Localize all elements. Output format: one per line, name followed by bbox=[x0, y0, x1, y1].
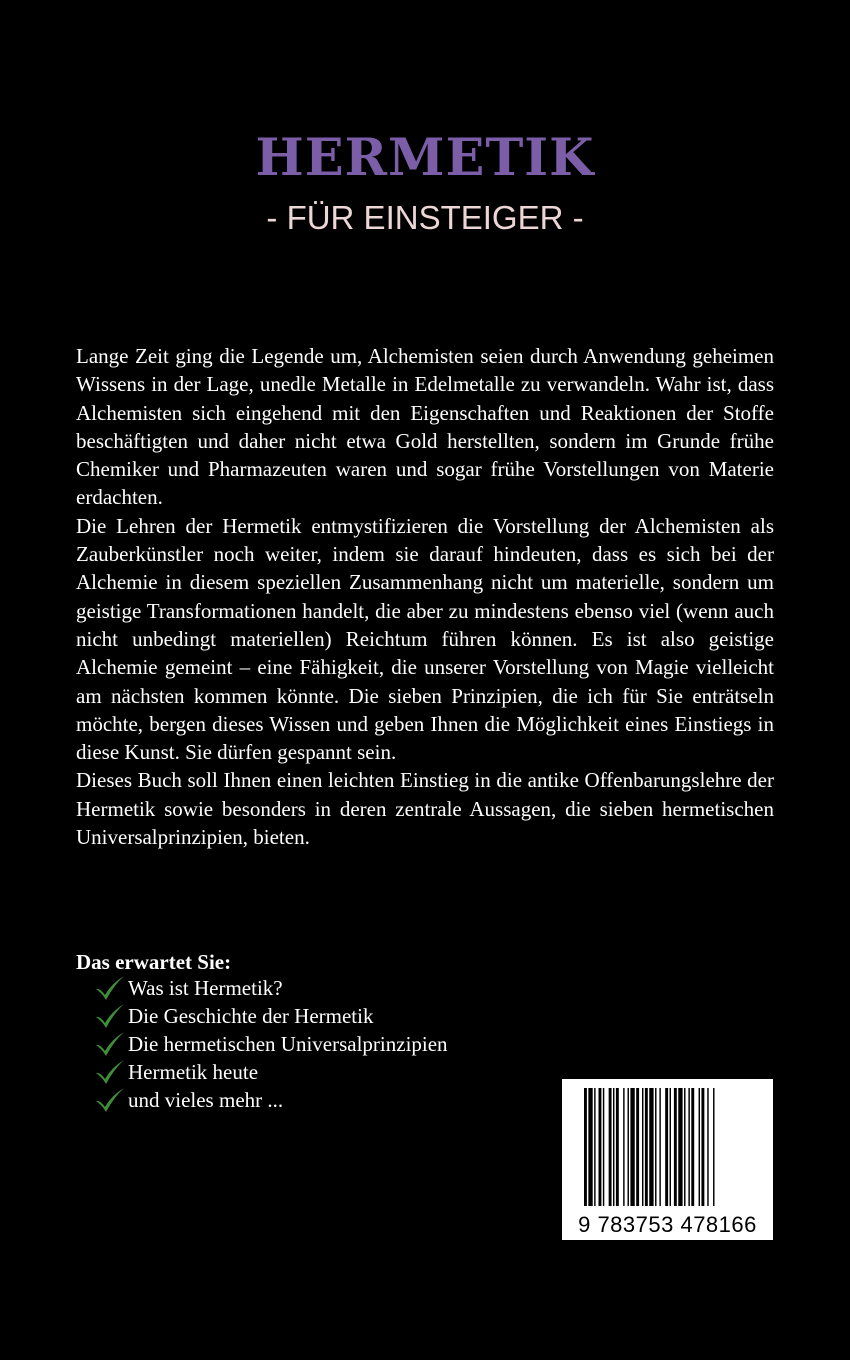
checkmark-icon bbox=[94, 1031, 126, 1057]
barcode-bar bbox=[713, 1088, 714, 1206]
list-item-label: und vieles mehr ... bbox=[128, 1087, 284, 1112]
barcode-bar bbox=[645, 1088, 648, 1206]
barcode-bar bbox=[649, 1088, 653, 1206]
barcode-bar bbox=[623, 1088, 624, 1206]
barcode-bar bbox=[670, 1088, 671, 1206]
barcode-bar bbox=[655, 1088, 656, 1206]
book-title: HERMETIK bbox=[255, 128, 595, 188]
expectations-list bbox=[94, 974, 448, 1114]
barcode-bar bbox=[609, 1088, 612, 1206]
barcode-bar bbox=[584, 1088, 587, 1206]
list-item bbox=[94, 1002, 448, 1030]
barcode-bar bbox=[691, 1088, 694, 1206]
list-item-label: Was ist Hermetik? bbox=[128, 975, 283, 1000]
list-item bbox=[94, 1058, 448, 1086]
expectations-heading: Das erwartet Sie: bbox=[76, 950, 232, 974]
barcode-bar bbox=[599, 1088, 602, 1206]
description-paragraph-3: Dieses Buch soll Ihnen einen leichten Einstieg in die antike Offenbarungslehre der Hermetik sowie besonders in deren zentrale Aussagen, die sieben hermetischen Universalprinzipien, bieten. bbox=[76, 768, 774, 850]
checkmark-icon bbox=[94, 1059, 126, 1085]
isbn-barcode bbox=[562, 1079, 773, 1240]
barcode-bar bbox=[642, 1088, 643, 1206]
barcode-bar bbox=[594, 1088, 595, 1206]
list-item-label: Die hermetischen Universalprinzipien bbox=[128, 1031, 448, 1056]
barcode-bar bbox=[616, 1088, 619, 1206]
list-item bbox=[94, 1030, 448, 1058]
list-item-label: Hermetik heute bbox=[128, 1059, 259, 1084]
barcode-bar bbox=[674, 1088, 677, 1206]
barcode-bar bbox=[628, 1088, 629, 1206]
barcode-bar bbox=[603, 1088, 604, 1206]
barcode-bar bbox=[684, 1088, 685, 1206]
checkmark-icon bbox=[94, 1003, 126, 1029]
barcode-bar bbox=[665, 1088, 668, 1206]
barcode-bar bbox=[659, 1088, 660, 1206]
checkmark-icon bbox=[94, 975, 126, 1001]
description-paragraph-1: Lange Zeit ging die Legende um, Alchemisten seien durch Anwendung geheimen Wissens in der Lage, unedle Metalle in Edelmetalle zu verwandeln. Wahr ist, dass Alchemisten sich eingehend mit den Eigenschaften und Reaktionen der Stoffe beschäftigten und daher nicht etwa Gold herstellten, sondern im Grunde frühe Chemiker und Pharmazeuten waren und sogar frühe Vorstellungen von Materie erdachten. bbox=[76, 344, 774, 510]
description-paragraph-2: Die Lehren der Hermetik entmystifizieren die Vorstellung der Alchemisten als Zauberkünstler noch weiter, indem sie darauf hindeuten, dass es sich bei der Alchemie in diesem speziellen Zusammenhang nicht um materielle, sondern um geistige Transformationen handelt, die aber zu mindestens ebenso viel (wenn auch nicht unbedingt materiellen) Reichtum führen können. Es ist also geistige Alchemie gemeint – eine Fähigkeit, die unserer Vorstellung von Magie vielleicht am nächsten kommen könnte. Die sieben Prinzipien, die ich für Sie enträtseln möchte, bergen dieses Wissen und geben Ihnen die Möglichkeit eines Einstiegs in diese Kunst. Sie dürfen gespannt sein. bbox=[76, 513, 774, 765]
barcode-bar bbox=[588, 1088, 592, 1206]
list-item bbox=[94, 1086, 448, 1114]
barcode-bar bbox=[699, 1088, 700, 1206]
checkmark-icon bbox=[94, 1087, 126, 1113]
barcode-bar bbox=[688, 1088, 689, 1206]
barcode-bar bbox=[701, 1088, 704, 1206]
isbn-number: 9 783753 478166 bbox=[578, 1212, 757, 1237]
list-item-label: Die Geschichte der Hermetik bbox=[128, 1003, 374, 1028]
barcode-bar bbox=[630, 1088, 634, 1206]
barcode-bar bbox=[636, 1088, 639, 1206]
book-subtitle: - FÜR EINSTEIGER - bbox=[266, 199, 584, 236]
description-text bbox=[76, 342, 774, 851]
barcode-bar bbox=[678, 1088, 682, 1206]
barcode-bar bbox=[613, 1088, 614, 1206]
barcode-bar bbox=[707, 1088, 708, 1206]
list-item bbox=[94, 974, 448, 1002]
